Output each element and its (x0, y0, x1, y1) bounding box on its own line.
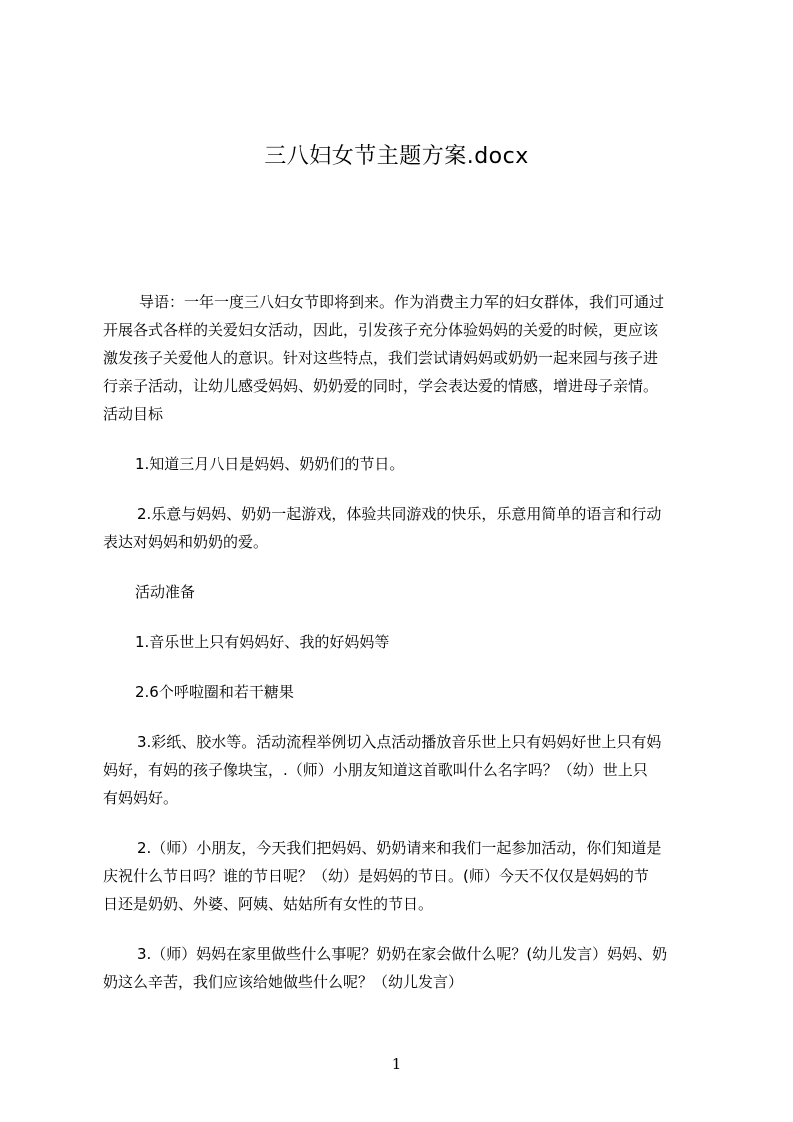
goal-item: 2.乐意与妈妈、奶奶一起游戏，体验共同游戏的快乐，乐意用简单的语言和行动 (137, 505, 662, 523)
flow-item-continued: 奶这么辛苦，我们应该给她做些什么呢？（幼儿发言） (103, 973, 464, 991)
prep-item: 2.6个呼啦圈和若干糖果 (135, 683, 294, 701)
flow-item: 3.（师）妈妈在家里做些什么事呢？奶奶在家会做什么呢？(幼儿发言）妈妈、奶 (137, 945, 668, 963)
document-body (103, 288, 703, 996)
flow-item-continued: 庆祝什么节日吗？谁的节日呢？（幼）是妈妈的节日。(师）今天不仅仅是妈妈的节 (103, 867, 649, 885)
document-title: 三八妇女节主题方案.docx (264, 144, 529, 169)
intro-line: 开展各式各样的关爱妇女活动，因此，引发孩子充分体验妈妈的关爱的时候，更应该 (103, 321, 659, 339)
flow-item: 2.（师）小朋友，今天我们把妈妈、奶奶请来和我们一起参加活动，你们知道是 (137, 839, 662, 857)
goal-item: 1.知道三月八日是妈妈、奶奶们的节日。 (135, 455, 405, 473)
prep-item-continued: 妈好，有妈的孩子像块宝，.（师）小朋友知道这首歌叫什么名字吗？（幼）世上只 (103, 761, 648, 779)
prep-item: 3.彩纸、胶水等。活动流程举例切入点活动播放音乐世上只有妈妈好世上只有妈 (137, 733, 662, 751)
section-heading-preparation: 活动准备 (135, 583, 196, 601)
goal-item-continued: 表达对妈妈和奶奶的爱。 (103, 533, 269, 551)
section-heading-goals: 活动目标 (103, 405, 164, 423)
intro-line: 导语：一年一度三八妇女节即将到来。作为消费主力军的妇女群体，我们可通过 (139, 293, 665, 311)
flow-item-continued: 日还是奶奶、外婆、阿姨、姑姑所有女性的节日。 (103, 895, 434, 913)
prep-item: 1.音乐世上只有妈妈好、我的好妈妈等 (135, 633, 390, 651)
intro-line: 激发孩子关爱他人的意识。针对这些特点，我们尝试请妈妈或奶奶一起来园与孩子进 (103, 349, 659, 367)
intro-line: 行亲子活动，让幼儿感受妈妈、奶奶爱的同时，学会表达爱的情感，增进母子亲情。 (103, 377, 659, 395)
page-number: 1 (391, 1055, 402, 1073)
prep-item-continued: 有妈妈好。 (103, 789, 179, 807)
